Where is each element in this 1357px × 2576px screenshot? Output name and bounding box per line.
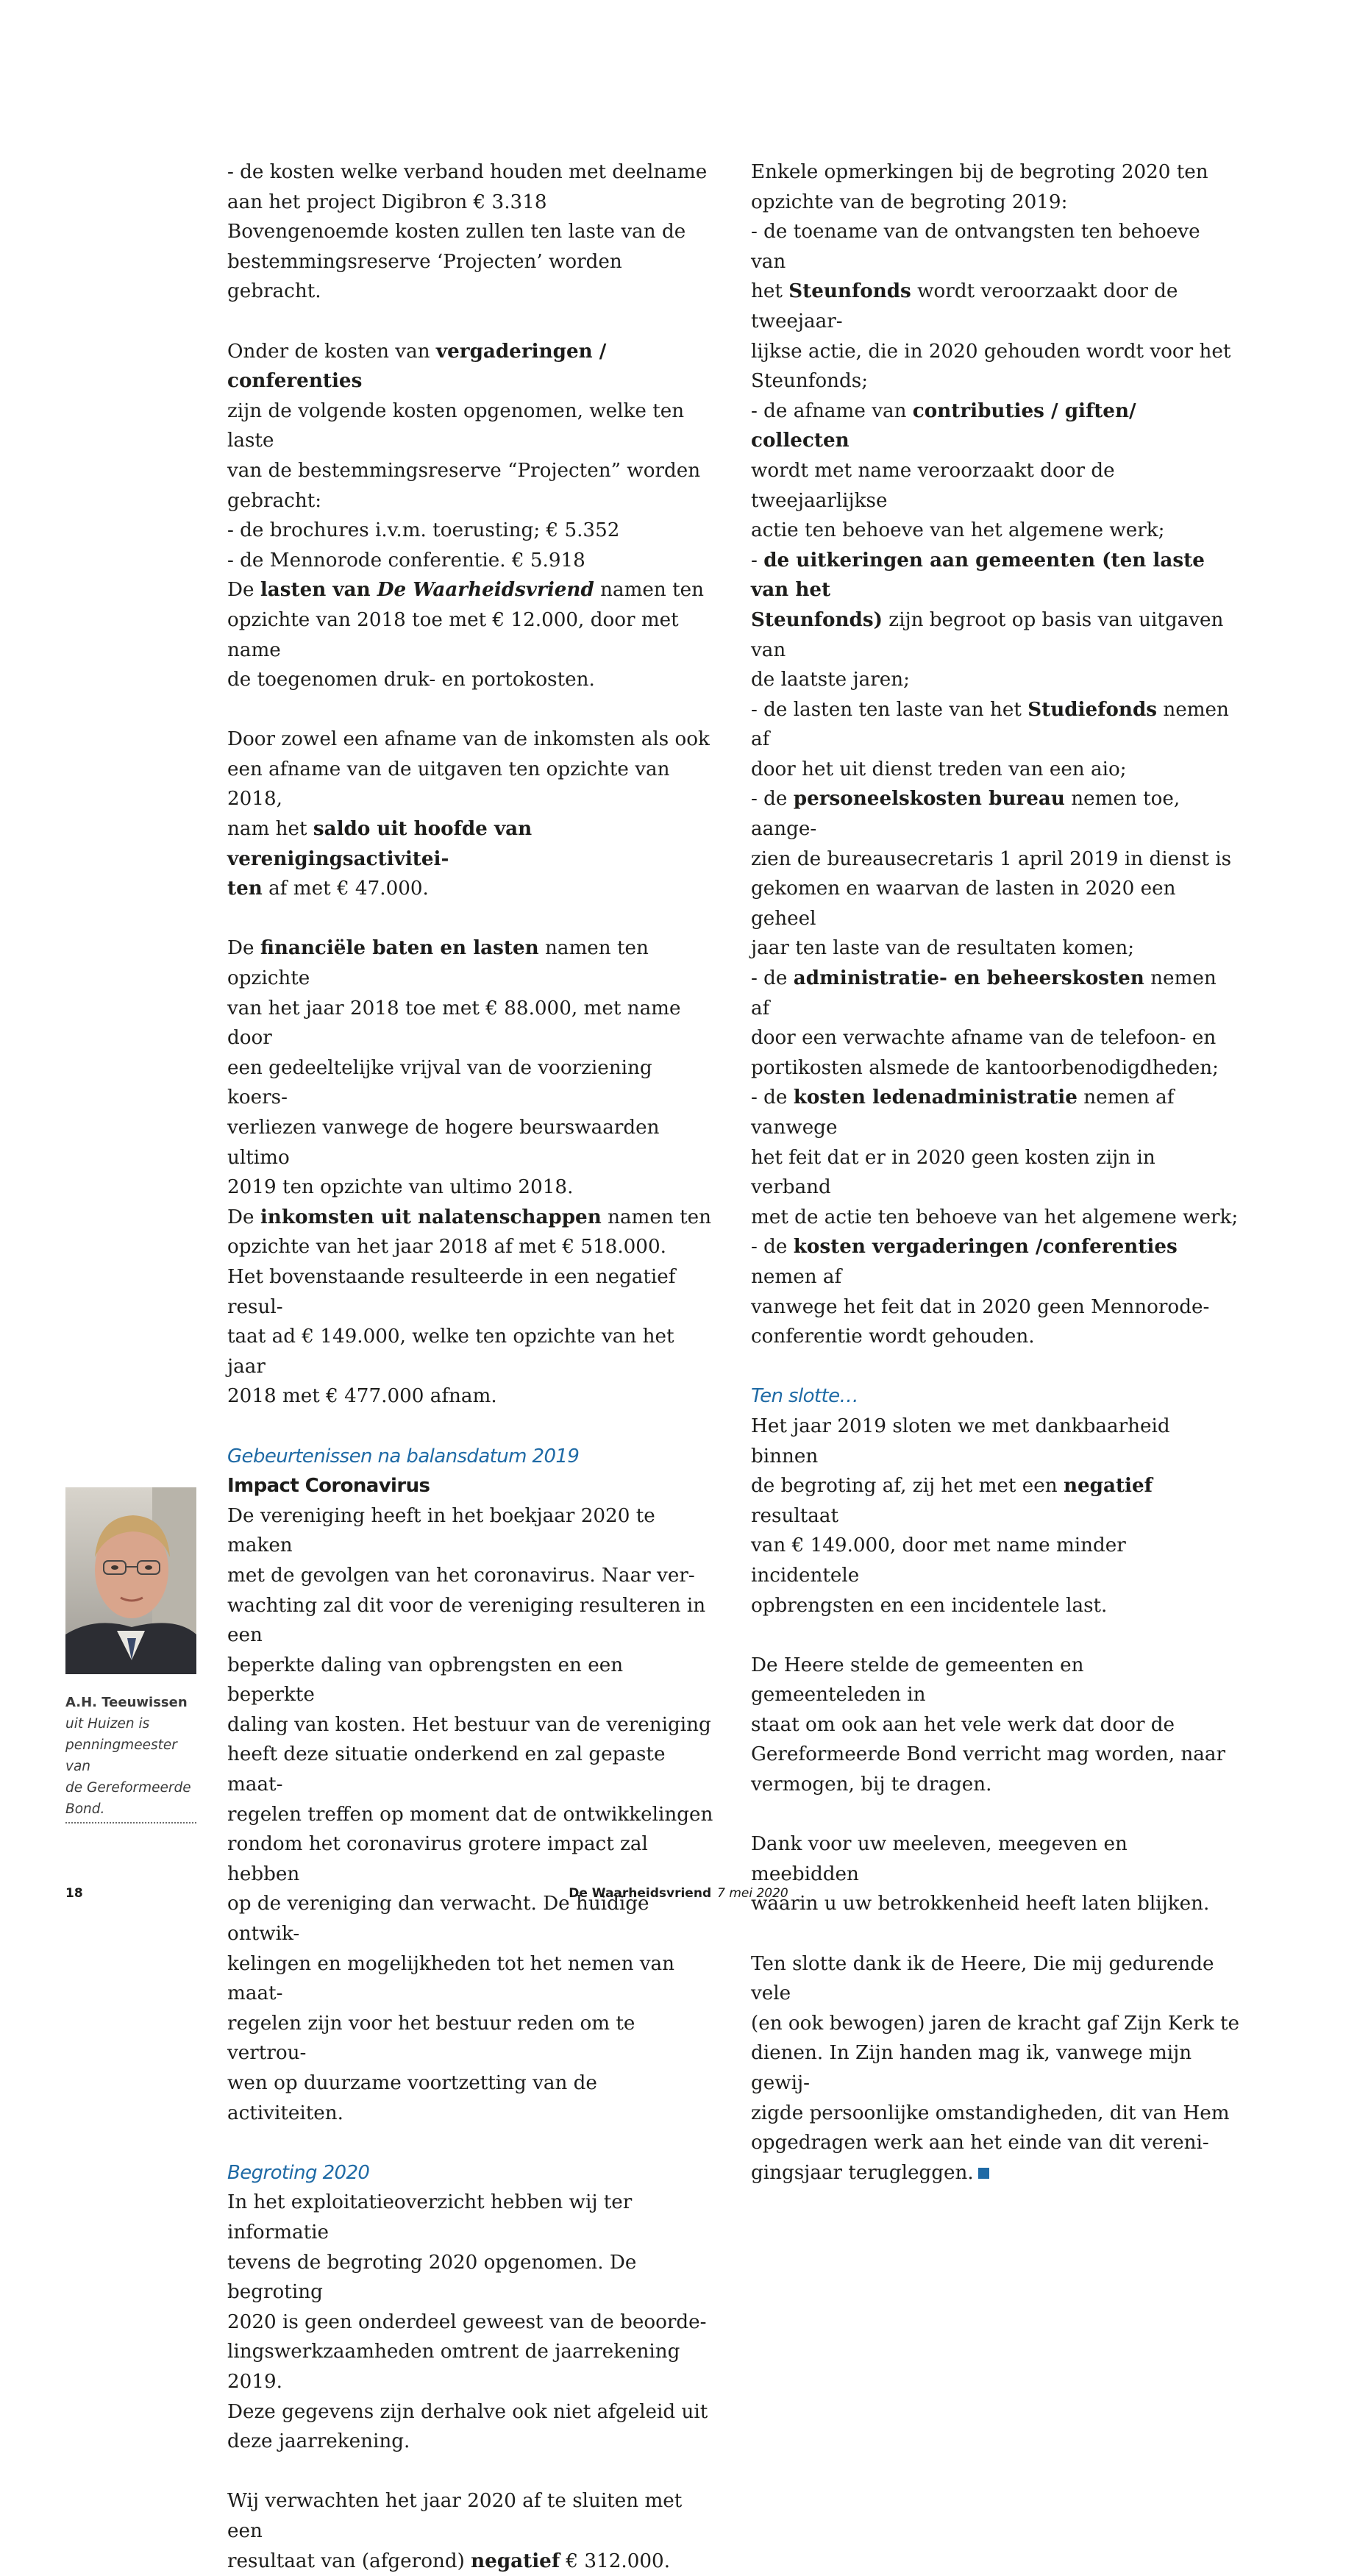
issue-date: 7 mei 2020 (717, 1886, 788, 1901)
left-column (227, 157, 715, 2576)
caption-description: uit Huizen is penningmeester van de Gereformeerde Bond. (65, 1716, 191, 1817)
paragraph-digibron: - de kosten welke verband houden met deelname aan het project Digibron € 3.318 Bovengenoemde kosten zullen ten laste van de bestemmingsreserve ‘Projecten’ worden gebracht. (227, 161, 708, 303)
heading-begroting: Begroting 2020 (227, 2161, 370, 2184)
footer-magazine (0, 1886, 1357, 1901)
heading-gebeurtenissen: Gebeurtenissen na balansdatum 2019 (227, 1445, 580, 1467)
paragraph-financiele-baten: De financiële baten en lasten namen ten opzichte van het jaar 2018 toe met € 88.000, met name door een gedeeltelijke vrijval van de voorziening koers- verliezen vanwege de hogere beurswaarden ultimo 2019 ten opzichte van ultimo 2018. De inkomsten uit nalatenschappen namen ten opzichte van het jaar 2018 af met € 518.000. Het bovenstaande resulteerde in een negatief resul- taat ad € 149.000, welke ten opzichte van het jaar 2018 met € 477.000 afnam. (227, 936, 711, 1408)
paragraph-verwachting: Wij verwachten het jaar 2020 af te sluiten met een resultaat van (afgerond) negatief € 312.000. (227, 2490, 683, 2572)
magazine-title: De Waarheidsvriend (569, 1886, 712, 1901)
paragraph-vergaderingen: Onder de kosten van vergaderingen / conferenties zijn de volgende kosten opgenomen, welke ten laste van de bestemmingsreserve “Projecten” worden gebracht: - de brochures i.v.m. toerusting; € 5.352 - de Mennorode conferentie. € 5.918 De lasten van De Waarheidsvriend namen ten opzichte van 2018 toe met € 12.000, door met name de toegenomen druk- en portokosten. (227, 339, 704, 691)
right-column (751, 157, 1239, 2188)
subheading-coronavirus: Impact Coronavirus (227, 1475, 430, 1498)
caption-divider (65, 1822, 196, 1824)
photo-caption (65, 1692, 205, 1820)
author-photo (65, 1487, 196, 1674)
paragraph-heere-stelde: De Heere stelde de gemeenten en gemeenteleden in staat om ook aan het vele werk dat door de Gereformeerde Bond verricht mag worden, naar vermogen, bij te dragen. (751, 1654, 1226, 1796)
end-mark-icon (978, 2168, 989, 2179)
portrait-image (65, 1487, 196, 1674)
paragraph-dank: Dank voor uw meeleven, meegeven en meebidden waarin u uw betrokkenheid heeft laten blijken. (751, 1833, 1210, 1915)
paragraph-dankbaarheid: Het jaar 2019 sloten we met dankbaarheid binnen de begroting af, zij het met een negatief resultaat van € 149.000, door met name minder incidentele opbrengsten en een incidentele last. (751, 1415, 1170, 1617)
paragraph-begroting: In het exploitatieoverzicht hebben wij ter informatie tevens de begroting 2020 opgenomen. De begroting 2020 is geen onderdeel geweest van de beoorde- lingswerkzaamheden omtrent de jaarrekening 2019. Deze gegevens zijn derhalve ook niet afgeleid uit deze jaarrekening. (227, 2191, 708, 2453)
paragraph-coronavirus: De vereniging heeft in het boekjaar 2020 te maken met de gevolgen van het coronavirus. Naar ver- wachting zal dit voor de vereniging resulteren in een beperkte daling van opbrengsten en een beperkte daling van kosten. Het bestuur van de vereniging heeft deze situatie onderkend en zal gepaste maat- regelen treffen op moment dat de ontwikkelingen rondom het coronavirus grotere impact zal hebben op de vereniging dan verwacht. De huidige ontwik- kelingen en mogelijkheden tot het nemen van maat- regelen zijn voor het bestuur reden om te vertrou- wen op duurzame voortzetting van de activiteiten. (227, 1504, 713, 2124)
paragraph-saldo: Door zowel een afname van de inkomsten als ook een afname van de uitgaven ten opzichte van 2018, nam het saldo uit hoofde van verenigingsactivitei- ten af met € 47.000. (227, 728, 710, 900)
paragraph-opmerkingen: Enkele opmerkingen bij de begroting 2020 ten opzichte van de begroting 2019: - de toename van de ontvangsten ten behoeve van het Steunfonds wordt veroorzaakt door de tweejaar- lijkse actie, die in 2020 gehouden wordt voor het Steunfonds; - de afname van contributies / giften/ collecten wordt met name veroorzaakt door de tweejaarlijkse actie ten behoeve van het algemene werk; - de uitkeringen aan gemeenten (ten laste van het Steunfonds) zijn begroot op basis van uitgaven van de laatste jaren; - de lasten ten laste van het Studiefonds nemen af door het uit dienst treden van een aio; - de personeelskosten bureau nemen toe, aange- zien de bureausecretaris 1 april 2019 in dienst is gekomen en waarvan de lasten in 2020 een geheel jaar ten laste van de resultaten komen; - de administratie- en beheerskosten nemen af door een verwachte afname van de telefoon- en portikosten alsmede de kantoorbenodigdheden; - de kosten ledenadministratie nemen af vanwege het feit dat er in 2020 geen kosten zijn in verband met de actie ten behoeve van het algemene werk; - de kosten vergaderingen /conferenties nemen af vanwege het feit dat in 2020 geen Mennorode- conferentie wordt gehouden. (751, 161, 1239, 1348)
page-number: 18 (65, 1886, 83, 1901)
heading-ten-slotte: Ten slotte… (751, 1385, 858, 1408)
caption-name: A.H. Teeuwissen (65, 1695, 188, 1710)
paragraph-afscheid: Ten slotte dank ik de Heere, Die mij gedurende vele (en ook bewogen) jaren de kracht gaf Zijn Kerk te dienen. In Zijn handen mag ik, vanwege mijn gewij- zigde persoonlijke omstandigheden, dit van Hem opgedragen werk aan het einde van dit vereni- gingsjaar terugleggen. (751, 1952, 1240, 2184)
